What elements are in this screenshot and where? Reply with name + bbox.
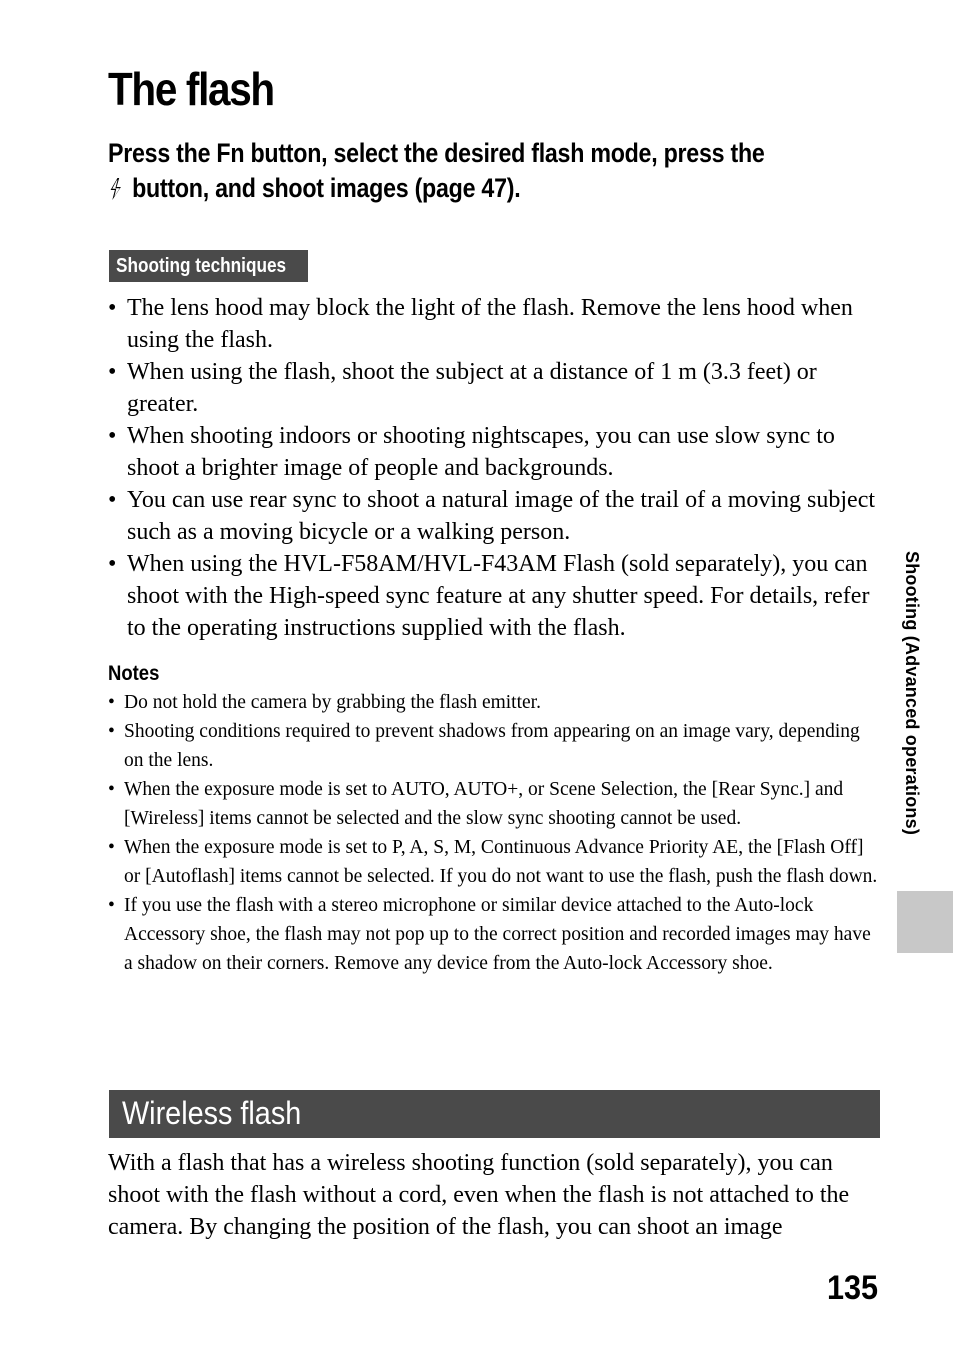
shooting-techniques-heading-text: Shooting techniques [116, 255, 287, 277]
lead-line-2: button, and shoot images (page 47). [132, 173, 521, 203]
list-item: • You can use rear sync to shoot a natural image of the trail of a moving subject such as a moving bicycle or a walking person. [108, 484, 888, 548]
chapter-side-label: Shooting (Advanced operations) [902, 551, 922, 836]
lead-line-2-wrap [108, 171, 830, 206]
note-item: • When the exposure mode is set to AUTO, AUTO+, or Scene Selection, the [Rear Sync.] and [Wireless] items cannot be selected and the slow sync shooting cannot be used. [108, 775, 883, 833]
wireless-flash-paragraph: With a flash that has a wireless shooting function (sold separately), you can shoot with the flash without a cord, even when the flash is not attached to the camera. By changing the position of the flash, you can shoot an image [108, 1150, 850, 1240]
list-item: • The lens hood may block the light of the flash. Remove the lens hood when using the flash. [108, 292, 888, 356]
list-item: • When using the HVL-F58AM/HVL-F43AM Flash (sold separately), you can shoot with the High-speed sync feature at any shutter speed. For details, refer to the operating instructions supplied with the flash. [108, 548, 888, 644]
note-item: • Shooting conditions required to prevent shadows from appearing on an image vary, depending on the lens. [108, 717, 883, 775]
wireless-flash-heading-text: Wireless flash [122, 1095, 302, 1131]
shooting-techniques-list [108, 292, 888, 644]
note-item: • If you use the flash with a stereo microphone or similar device attached to the Auto-lock Accessory shoe, the flash may not pop up to the correct position and recorded images may have a shadow on their corners. Remove any device from the Auto-lock Accessory shoe. [108, 891, 883, 978]
wireless-flash-heading [109, 1090, 880, 1138]
chapter-tab-marker [897, 891, 953, 953]
page-title: The flash [108, 63, 274, 115]
notes-heading: Notes [108, 662, 160, 685]
lead-instruction [108, 136, 830, 206]
notes-list [108, 688, 883, 978]
note-item: • When the exposure mode is set to P, A, S, M, Continuous Advance Priority AE, the [Flash Off] or [Autoflash] items cannot be selected. If you do not want to use the flash, push the flash down. [108, 833, 883, 891]
lead-line-1: Press the Fn button, select the desired flash mode, press the [108, 138, 765, 168]
list-item: • When using the flash, shoot the subject at a distance of 1 m (3.3 feet) or greater. [108, 356, 888, 420]
flash-icon [108, 178, 123, 200]
page-number: 135 [827, 1269, 879, 1307]
shooting-techniques-heading [109, 250, 308, 282]
note-item: • Do not hold the camera by grabbing the flash emitter. [108, 688, 883, 717]
list-item: • When shooting indoors or shooting nightscapes, you can use slow sync to shoot a brighter image of people and backgrounds. [108, 420, 888, 484]
